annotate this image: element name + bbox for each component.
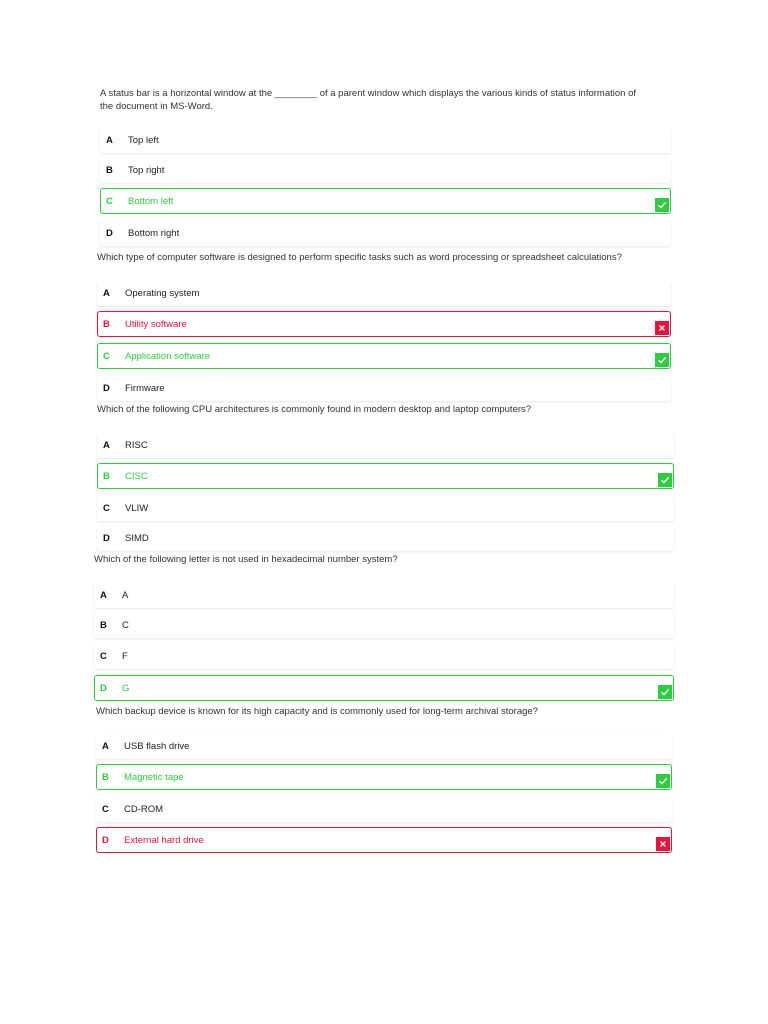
option-a[interactable] [100, 127, 671, 153]
cross-icon [655, 321, 669, 335]
option-letter: C [103, 502, 110, 514]
option-letter: A [106, 134, 113, 146]
option-text: CD-ROM [124, 803, 164, 815]
option-text: SIMD [125, 532, 149, 544]
option-text: A [122, 589, 129, 601]
option-text: External hard drive [124, 834, 204, 846]
option-text: Bottom right [128, 227, 180, 239]
option-text: USB flash drive [124, 740, 190, 752]
option-letter: C [100, 650, 107, 662]
option-b[interactable] [96, 764, 672, 790]
option-letter: A [102, 740, 109, 752]
option-text: Firmware [125, 382, 165, 394]
option-letter: A [100, 589, 107, 601]
option-text: Operating system [125, 287, 200, 299]
checkmark-icon [658, 685, 672, 699]
checkmark-icon [656, 774, 670, 788]
option-letter: B [103, 318, 110, 330]
option-c[interactable] [100, 188, 671, 214]
option-c[interactable] [96, 796, 672, 822]
option-c[interactable] [97, 343, 671, 369]
question-text: A status bar is a horizontal window at the ________ of a parent window which displays the various kinds of status information of the document in MS-Word. [100, 88, 636, 112]
option-b[interactable] [94, 612, 674, 638]
cross-icon [656, 837, 670, 851]
option-letter: C [102, 803, 109, 815]
checkmark-icon [655, 353, 669, 367]
option-text: CISC [125, 470, 148, 482]
option-d[interactable] [94, 675, 674, 701]
option-letter: C [106, 195, 113, 207]
option-a[interactable] [96, 733, 672, 759]
option-text: Application software [125, 350, 211, 362]
option-text: Bottom left [128, 195, 174, 207]
question-text: Which type of computer software is designed to perform specific tasks such as word processing or spreadsheet calculations? [97, 252, 622, 263]
option-letter: C [103, 350, 110, 362]
option-text: Magnetic tape [124, 771, 184, 783]
option-letter: D [106, 227, 113, 239]
option-a[interactable] [94, 582, 674, 608]
checkmark-icon [658, 473, 672, 487]
option-text: F [122, 650, 128, 662]
question-text: Which backup device is known for its high capacity and is commonly used for long-term archival storage? [96, 706, 538, 717]
option-a[interactable] [97, 432, 674, 458]
option-d[interactable] [100, 220, 671, 246]
option-d[interactable] [96, 827, 672, 853]
option-letter: B [103, 470, 110, 482]
option-letter: A [103, 439, 110, 451]
option-d[interactable] [97, 525, 674, 551]
option-text: C [122, 619, 129, 631]
option-letter: B [106, 164, 113, 176]
question-text: Which of the following letter is not used in hexadecimal number system? [94, 554, 398, 565]
option-letter: D [102, 834, 109, 846]
option-a[interactable] [97, 280, 671, 306]
option-text: Utility software [125, 318, 187, 330]
checkmark-icon [655, 198, 669, 212]
option-letter: D [100, 682, 107, 694]
option-text: RISC [125, 439, 148, 451]
option-c[interactable] [97, 495, 674, 521]
option-letter: A [103, 287, 110, 299]
option-b[interactable] [100, 157, 671, 183]
option-text: Top left [128, 134, 159, 146]
option-b[interactable] [97, 463, 674, 489]
option-text: Top right [128, 164, 165, 176]
option-text: G [122, 682, 130, 694]
option-c[interactable] [94, 643, 674, 669]
option-letter: B [102, 771, 109, 783]
option-letter: D [103, 532, 110, 544]
option-text: VLIW [125, 502, 149, 514]
option-letter: D [103, 382, 110, 394]
question-text: Which of the following CPU architectures is commonly found in modern desktop and laptop computers? [97, 404, 532, 415]
option-b[interactable] [97, 311, 671, 337]
option-d[interactable] [97, 375, 671, 401]
option-letter: B [100, 619, 107, 631]
